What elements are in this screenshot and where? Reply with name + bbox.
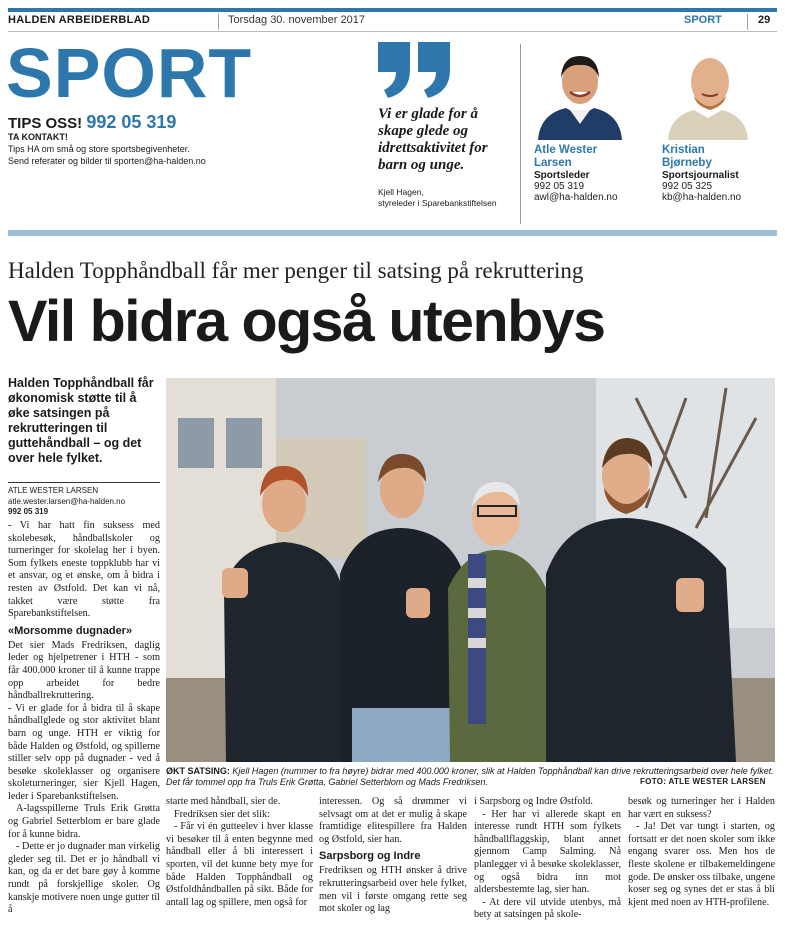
paragraph: A-lagsspillerne Truls Erik Grøtta og Gabriel Setterblom er bare glade for å kunne bidra. [8,803,160,840]
avatar [530,44,630,140]
tips-text: Tips HA om små og store sportsbegivenheter. [8,144,190,154]
subheading: «Morsomme dugnader» [8,624,133,637]
paragraph: - Vi har hatt fin suksess med skolebesøk, håndballskoler og turneringer for skolelag her i byen. Som fylkets eneste toppklubb har vi et ansvar, og et ønske, om å bidra i resten av Østfold. Det kan vi nå, takket være støtte fra Sparebankstiftelsen. [8,520,160,620]
quote-author-title: styreleder i Sparebankstiftelsen [378,198,497,208]
article-column [474,796,621,922]
staff-email[interactable]: awl@ha-halden.no [534,192,618,203]
tips-text: Send referater og bilder til sporten@ha-halden.no [8,156,206,166]
article-ingress: Halden Topphåndball får økonomisk støtte til å øke satsingen på rekrutteringen til guttehåndball – og det over hele fylket. [8,376,154,465]
article-photo [166,378,775,762]
tips-phone: 992 05 319 [86,112,177,132]
quote-author [378,187,518,209]
byline-phone: 992 05 319 [8,507,49,516]
article-column [628,796,775,909]
staff-name: Bjørneby [662,157,712,169]
staff-email[interactable]: kb@ha-halden.no [662,192,742,203]
divider [520,44,521,224]
divider [8,482,160,483]
paragraph: - Får vi én gutteelev i hver klasse vi besøker til å enten begynne med håndball eller å bli interessert i sporten, vil det kunne bety mye for både Halden Topphåndball og Østfoldhåndballen på sikt. Både for antall lag og spillere, men også for [166,821,313,908]
article-column [319,796,467,916]
paragraph: - Dette er jo dugnader man virkelig gleder seg til. Det er jo håndball vi kan, og da er det bare gøy å komme rundt på forskjellige skoler. Og kanskje motivere noen unge gutter til å [8,841,160,916]
tips-heading [8,112,176,133]
staff-name: Atle Wester [534,144,598,156]
paragraph: starte med håndball, sier de. [166,796,281,807]
issue-date: Torsdag 30. november 2017 [228,14,365,26]
caption-text: Kjell Hagen (nummer to fra høyre) bidrar med 400.000 kroner, slik at Halden Topphåndball kan drive rekrutteringsarbeid over hele fylket. Det får tommel opp fra Truls Erik Grøtta, Gabriel Setterblom og Mads Fredriksen. [166,766,774,787]
paragraph: Fredriksen sier det slik: [174,808,270,820]
pull-quote: Vi er glade for å skape glede og idrettsaktivitet for barn og unge. [378,106,488,173]
article-kicker: Halden Topphåndball får mer penger til satsing på rekruttering [8,258,584,283]
staff-phone: 992 05 325 [662,181,713,192]
divider [218,14,219,30]
staff-card [662,144,741,203]
top-rule [8,8,777,12]
paragraph: besøk og turneringer her i Halden har vært en suksess? [628,796,775,820]
caption-lead: ØKT SATSING: [166,766,230,776]
paragraph: i Sarpsborg og Indre Østfold. [474,796,593,807]
section-label: SPORT [684,14,722,26]
quote-author-name: Kjell Hagen, [378,187,424,197]
paragraph: Det sier Mads Fredriksen, daglig leder og hjelpetrener i HTH - som får 400.000 kroner til å kunne trappe opp arbeidet for bedre håndballrekruttering. [8,639,160,702]
subheading: Sarpsborg og Indre [319,850,421,863]
staff-phone: 992 05 319 [534,181,585,192]
staff-name: Larsen [534,157,572,169]
divider [8,31,777,32]
paragraph: - Vi er glade for å bidra til å skape håndballglede og stor aktivitet blant barn og unge. HTH er viktig for både Halden og Østfold, og spillerne stiller selv opp på dugnader - ved å besøke skoleklasser og organisere skoleturneringer, sier Kjell Hagen, leder i Sparebankstiftelsen. [8,702,160,802]
byline-name: ATLE WESTER LARSEN [8,486,99,495]
tips-contact: TA KONTAKT! [8,132,68,142]
divider [747,14,748,30]
section-divider-bar [8,230,777,236]
photo-credit: FOTO: ATLE WESTER LARSEN [640,777,766,786]
page-number: 29 [758,14,771,26]
staff-role: Sportsleder [534,170,590,181]
article-column [8,520,160,917]
tips-label: TIPS OSS! [8,115,83,132]
byline-email[interactable]: atle.wester.larsen@ha-halden.no [8,497,126,506]
staff-card [534,144,618,203]
publication-name: HALDEN ARBEIDERBLAD [8,14,151,26]
paragraph: Fredriksen og HTH ønsker å drive rekrutteringsarbeid over hele fylket, men vil i første omgang rette seg mot skoler og lag [319,865,467,915]
paragraph: interessen. Og så drømmer vi selvsagt om at det er mulig å skape framtidige elitespillere fra Halden og Østfold, sier han. [319,796,467,845]
quote-mark-icon [376,40,454,100]
paragraph: - Her har vi allerede skapt en interesse rundt HTH som fylkets håndballflaggskip, blant annet gjennom Camp Salming. Nå planlegger vi å besøke skoleklasser, og også bidra inn mot aldersbestemte lag, sier han. [474,808,621,896]
staff-role: Sportsjournalist [662,170,739,181]
section-title: SPORT [6,34,253,112]
article-headline: Vil bidra også utenbys [8,289,605,354]
avatar [658,44,758,140]
staff-name: Kristian [662,144,705,156]
article-column [166,796,313,909]
paragraph: - At dere vil utvide utenbys, må bety at satsingen på skole- [474,896,621,921]
paragraph: - Ja! Det var tungt i starten, og fortsatt er det noen skoler som ikke engang svarer oss. Men hos de fleste skolene er tilbakemeldingene gode. De ønsker oss tilbake, ungene koser seg og synes det er stas å bli kjent med noen av HTH-profilene. [628,821,775,908]
